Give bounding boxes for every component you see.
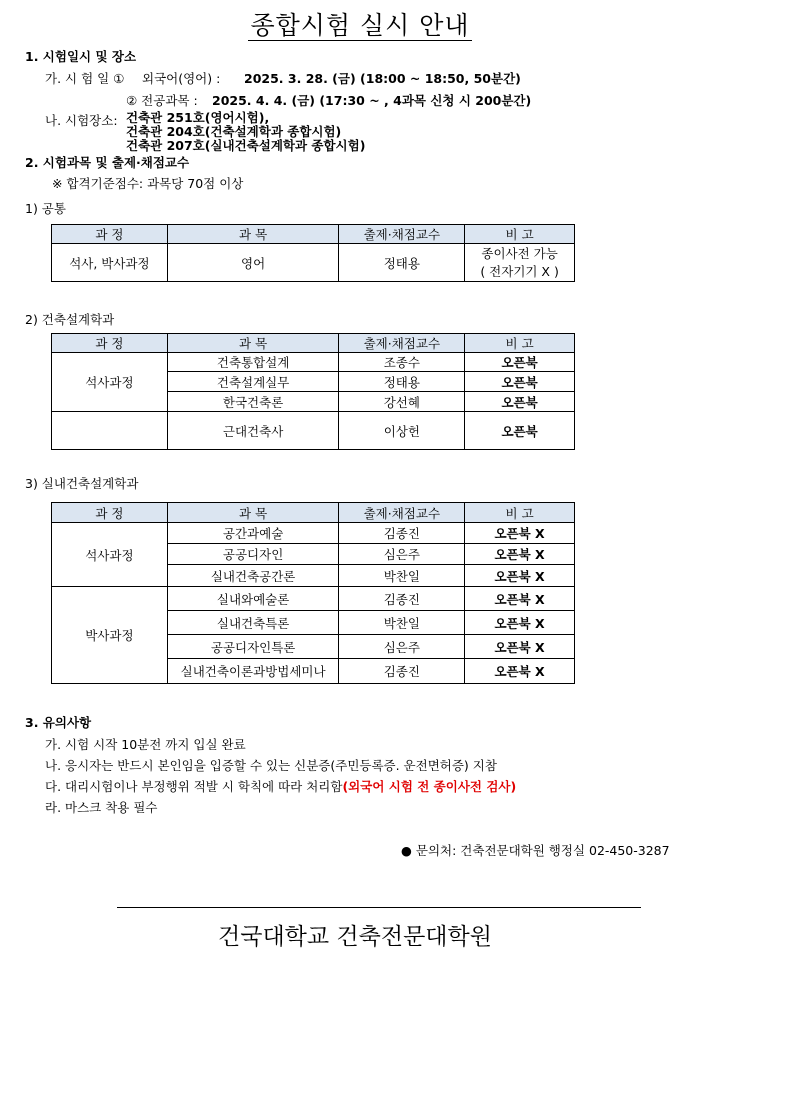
exam-place: 건축관 204호(건축설계학과 종합시험) xyxy=(126,124,342,139)
note-cell xyxy=(465,244,575,282)
pass-criteria-note: ※ 합격기준점수: 과목당 70점 이상 xyxy=(52,176,244,191)
architecture-design-table xyxy=(51,333,575,450)
professor-cell: 조종수 xyxy=(339,353,465,372)
table-row xyxy=(52,353,575,372)
header-professor: 출제·채점교수 xyxy=(339,503,465,523)
subject-cell: 공공디자인 xyxy=(167,544,339,565)
notice-highlight: (외국어 시험 전 종이사전 검사) xyxy=(342,779,517,794)
course-cell: 박사과정 xyxy=(52,587,168,684)
exam-places xyxy=(126,111,365,153)
subject-cell: 근대건축사 xyxy=(167,412,339,450)
footer-institution: 건국대학교 건축전문대학원 xyxy=(218,924,492,950)
table-row xyxy=(52,412,575,450)
course-cell: 석사, 박사과정 xyxy=(52,244,168,282)
subject-cell: 실내건축이론과방법세미나 xyxy=(167,659,339,684)
subject-cell: 건축통합설계 xyxy=(167,353,339,372)
professor-cell: 정태용 xyxy=(339,372,465,392)
professor-cell: 강선혜 xyxy=(339,392,465,412)
table2-label: 2) 건축설계학과 xyxy=(25,312,115,327)
subject-cell: 공공디자인특론 xyxy=(167,635,339,659)
section3-heading: 3. 유의사항 xyxy=(25,715,92,730)
subject-cell: 한국건축론 xyxy=(167,392,339,412)
header-professor: 출제·채점교수 xyxy=(339,334,465,353)
header-course: 과 정 xyxy=(52,334,168,353)
professor-cell: 정태용 xyxy=(339,244,465,282)
section2-heading: 2. 시험과목 및 출제·채점교수 xyxy=(25,155,190,170)
table3-label: 3) 실내건축설계학과 xyxy=(25,476,139,491)
subject-cell: 건축설계실무 xyxy=(167,372,339,392)
professor-cell: 김종진 xyxy=(339,523,465,544)
subject-cell: 공간과예술 xyxy=(167,523,339,544)
note-cell: 오픈북 X xyxy=(465,659,575,684)
note-cell: 오픈북 X xyxy=(465,611,575,635)
note-cell: 오픈북 X xyxy=(465,587,575,611)
table-row xyxy=(52,523,575,544)
professor-cell: 박찬일 xyxy=(339,565,465,587)
note-cell: 오픈북 X xyxy=(465,544,575,565)
note-line: ( 전자기기 X ) xyxy=(480,263,559,279)
subject-cell: 영어 xyxy=(167,244,339,282)
note-line: 종이사전 가능 xyxy=(481,245,558,261)
footer-divider xyxy=(117,907,641,908)
note-cell: 오픈북 X xyxy=(465,523,575,544)
professor-cell: 김종진 xyxy=(339,587,465,611)
course-cell: 석사과정 xyxy=(52,523,168,587)
note-cell: 오픈북 xyxy=(465,353,575,372)
table-row xyxy=(52,587,575,611)
header-professor: 출제·채점교수 xyxy=(339,225,465,244)
table-row xyxy=(52,244,575,282)
note-cell: 오픈북 xyxy=(465,372,575,392)
major-subject: ② 전공과목 : xyxy=(126,93,198,108)
header-note: 비 고 xyxy=(465,225,575,244)
course-cell: 석사과정 xyxy=(52,353,168,412)
professor-cell: 이상헌 xyxy=(339,412,465,450)
notice-item: 가. 시험 시작 10분전 까지 입실 완료 xyxy=(45,737,246,752)
header-note: 비 고 xyxy=(465,334,575,353)
header-course: 과 정 xyxy=(52,225,168,244)
exam-place: 건축관 207호(실내건축설계학과 종합시험) xyxy=(126,138,366,153)
english-date: 2025. 3. 28. (금) (18:00 ~ 18:50, 50분간) xyxy=(244,71,521,86)
note-cell: 오픈북 X xyxy=(465,565,575,587)
subject-cell: 실내건축공간론 xyxy=(167,565,339,587)
exam-place-label: 나. 시험장소: xyxy=(45,113,118,128)
subject-cell: 실내와예술론 xyxy=(167,587,339,611)
notice-text: 다. 대리시험이나 부정행위 적발 시 학칙에 따라 처리함 xyxy=(45,779,343,794)
header-course: 과 정 xyxy=(52,503,168,523)
table1-label: 1) 공통 xyxy=(25,201,66,216)
notice-item: 라. 마스크 착용 필수 xyxy=(45,800,158,815)
major-date: 2025. 4. 4. (금) (17:30 ~ , 4과목 신청 시 200분간) xyxy=(212,93,532,108)
header-note: 비 고 xyxy=(465,503,575,523)
header-subject: 과 목 xyxy=(167,225,339,244)
professor-cell: 김종진 xyxy=(339,659,465,684)
header-subject: 과 목 xyxy=(167,503,339,523)
section1-heading: 1. 시험일시 및 장소 xyxy=(25,49,137,64)
professor-cell: 심은주 xyxy=(339,635,465,659)
contact-info: ● 문의처: 건축전문대학원 행정실 02-450-3287 xyxy=(401,843,670,858)
header-subject: 과 목 xyxy=(167,334,339,353)
notice-item xyxy=(45,777,516,795)
exam-date-label: 가. 시 험 일 ① xyxy=(45,71,125,86)
notice-item: 나. 응시자는 반드시 본인임을 입증할 수 있는 신분증(주민등록증. 운전면허증) 지참 xyxy=(45,758,497,773)
professor-cell: 심은주 xyxy=(339,544,465,565)
note-cell: 오픈북 xyxy=(465,392,575,412)
professor-cell: 박찬일 xyxy=(339,611,465,635)
english-subject: 외국어(영어) : xyxy=(142,71,221,86)
exam-place: 건축관 251호(영어시험), xyxy=(126,110,270,125)
subject-cell: 실내건축특론 xyxy=(167,611,339,635)
note-cell: 오픈북 xyxy=(465,412,575,450)
page-title: 종합시험 실시 안내 xyxy=(250,11,470,40)
common-table xyxy=(51,224,575,282)
interior-design-table xyxy=(51,502,575,684)
note-cell: 오픈북 X xyxy=(465,635,575,659)
course-cell-empty xyxy=(52,412,168,450)
